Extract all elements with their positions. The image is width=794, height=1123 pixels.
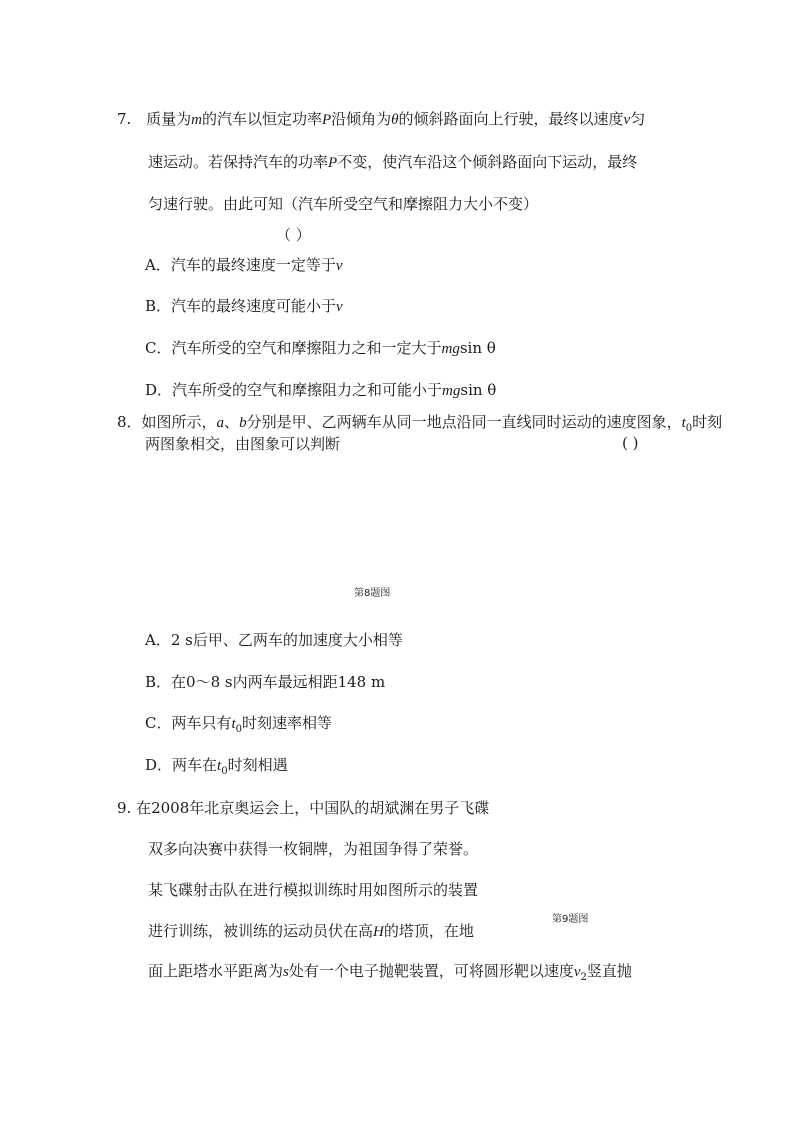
q9-line-3: 某飞碟射击队在进行模拟训练时用如图所示的装置 xyxy=(148,881,479,899)
q7-line-2: 速运动。若保持汽车的功率P不变，使汽车沿这个倾斜路面向下运动，最终 xyxy=(148,153,638,171)
q7-option-a: A．汽车的最终速度一定等于v xyxy=(145,256,343,274)
q7-answer-bracket: （ ） xyxy=(276,226,311,244)
q7-line-1: 7. 质量为m的汽车以恒定功率P沿倾角为θ的倾斜路面向上行驶，最终以速度v匀 xyxy=(117,110,646,128)
q8-answer-bracket: ( ) xyxy=(622,434,639,452)
q8-line-2: 两图象相交，由图象可以判断 xyxy=(145,435,341,453)
q9-line-4: 进行训练，被训练的运动员伏在高H的塔顶，在地 xyxy=(148,922,474,940)
q7-line-3: 匀速行驶。由此可知（汽车所受空气和摩擦阻力大小不变） xyxy=(148,195,539,213)
q8-line-1: 8．如图所示，a、b分别是甲、乙两辆车从同一地点沿同一直线同时运动的速度图象，$t_0$时刻 xyxy=(117,413,723,434)
q9-line-1: 9. 在2008年北京奥运会上，中国队的胡斌渊在男子飞碟 xyxy=(117,799,490,817)
q8-option-a: A．2 s后甲、乙两车的加速度大小相等 xyxy=(145,631,403,649)
q8-option-b: B．在0～8 s内两车最远相距148 m xyxy=(145,673,386,691)
q8-option-d: D．两车在$t_0$时刻相遇 xyxy=(145,756,288,777)
q9-line-2: 双多向决赛中获得一枚铜牌，为祖国争得了荣誉。 xyxy=(148,840,479,858)
q8-option-c: C．两车只有$t_0$时刻速率相等 xyxy=(145,714,333,735)
q7-option-c: C．汽车所受的空气和摩擦阻力之和一定大于mgsin θ xyxy=(145,339,496,357)
q7-option-b: B．汽车的最终速度可能小于v xyxy=(145,297,343,315)
q7-option-d: D．汽车所受的空气和摩擦阻力之和可能小于mgsin θ xyxy=(145,381,497,399)
q9-figure-caption: 第9题图 xyxy=(552,914,589,925)
q7-number: 7. xyxy=(117,110,132,128)
q8-figure-caption: 第8题图 xyxy=(354,588,391,599)
q9-line-5: 面上距塔水平距离为s处有一个电子抛靶装置，可将圆形靶以速度$v_2$竖直抛 xyxy=(148,962,632,983)
